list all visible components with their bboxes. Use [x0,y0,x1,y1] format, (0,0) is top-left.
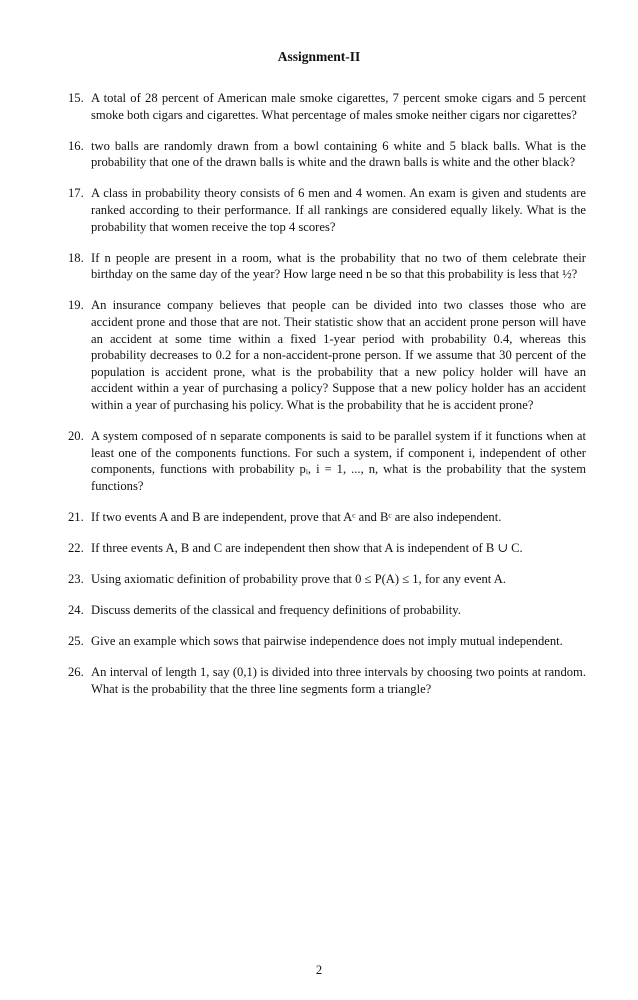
page-number: 2 [315,963,323,977]
question-list [68,90,586,712]
question-number: 26. [68,665,84,680]
question-item [68,509,586,526]
question-text: Discuss demerits of the classical and frequency definitions of probability. [91,603,461,618]
question-item [68,138,586,171]
question-text: If two events A and B are independent, prove that Aᶜ and Bᶜ are also independent. [91,509,502,524]
question-number: 21. [68,509,84,524]
question-number: 18. [68,250,84,265]
question-text: An interval of length 1, say (0,1) is divided into three intervals by choosing two points at random. What is the probability that the three line segments form a triangle? [91,665,586,696]
question-item [68,90,586,123]
question-number: 17. [68,186,84,201]
question-number: 24. [68,603,84,618]
question-item [68,664,586,697]
question-item [68,633,586,650]
question-item [68,250,586,283]
question-text: Give an example which sows that pairwise independence does not imply mutual independent. [91,634,563,649]
question-item [68,540,586,557]
question-number: 23. [68,572,84,587]
question-text: A system composed of n separate components is said to be parallel system if it functions when at least one of the components functions. For such a system, if component i, independent of other components, functions with probability pᵢ, i = 1, ..., n, what is the probability that the system functions? [91,429,586,493]
question-number: 25. [68,634,84,649]
question-number: 20. [68,429,84,443]
question-number: 16. [68,138,84,153]
question-text: If n people are present in a room, what is the probability that no two of them celebrate their birthday on the same day of the year? How large need n be so that this probability is less that ½? [91,250,586,282]
question-number: 15. [68,91,84,105]
question-text: An insurance company believes that people can be divided into two classes those who are accident prone and those that are not. Their statistic show that an accident prone person will have an accident at some time within a fixed 1-year period with probability 0.4, whereas this probability decreases to 0.2 for a non-accident-prone person. If we assume that 30 percent of the population is accident prone, what is the probability that a new policy holder will have an accident within a year of purchasing a policy? Suppose that a new policy holder has an accident within a year of purchasing his policy. What is the probability that he is accident prone? [91,298,586,412]
question-item [68,185,586,235]
question-item [68,428,586,494]
question-number: 19. [68,298,84,313]
question-item [68,297,586,413]
question-text: A total of 28 percent of American male smoke cigarettes, 7 percent smoke cigars and 5 percent smoke both cigars and cigarettes. What percentage of males smoke neither cigars nor cigarettes? [91,91,586,122]
question-item [68,602,586,619]
question-text: If three events A, B and C are independent then show that A is independent of B ∪ C. [91,540,523,555]
question-text: Using axiomatic definition of probability prove that 0 ≤ P(A) ≤ 1, for any event A. [91,572,506,587]
question-number: 22. [68,540,84,555]
question-item [68,571,586,588]
page-title: Assignment-II [277,49,361,64]
question-text: A class in probability theory consists of 6 men and 4 women. An exam is given and students are ranked according to their performance. If all rankings are considered equally likely. What is the probability that women receive the top 4 scores? [91,186,586,234]
question-text: two balls are randomly drawn from a bowl containing 6 white and 5 black balls. What is the probability that one of the drawn balls is white and the drawn balls is white and the other black? [91,138,586,170]
